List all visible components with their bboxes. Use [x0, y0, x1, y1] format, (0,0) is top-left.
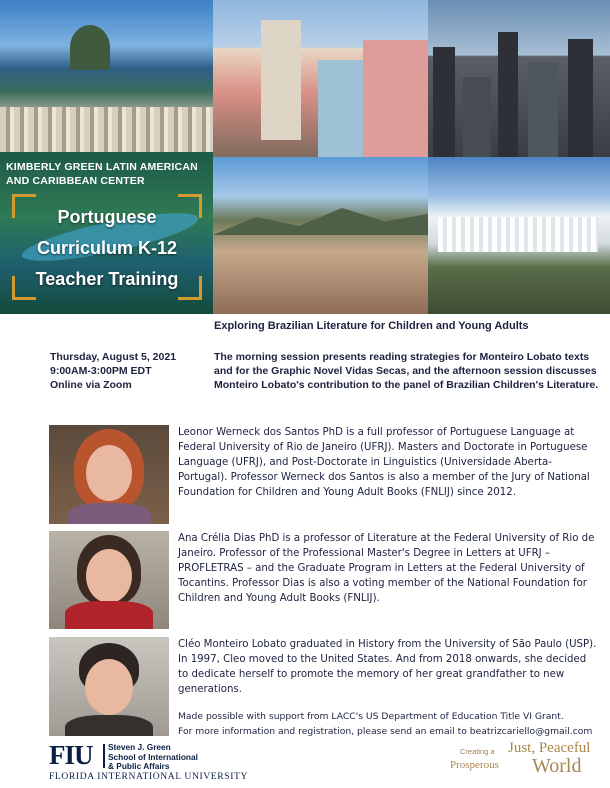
speaker-photo-ana: [49, 531, 169, 629]
course-title-line1: Portuguese: [57, 207, 157, 227]
colonial-street-photo: [213, 0, 428, 157]
speaker-bio: Ana Crélia Dias PhD is a professor of Literature at the Federal University of Rio de Janeiro. Professor of the Professional Master's Degree in Letters at UFRJ – PROFLETRAS – and the Graduate Program in Letters at the Federal University of Tocantins. Professor Dias is also a voting member of the National Foundation for Children and Young Adult Books (FNLIJ).: [178, 533, 595, 604]
tagline-prosperous-text: Prosperous: [450, 759, 499, 771]
logo-divider: [103, 744, 105, 768]
event-location: Online via Zoom: [50, 379, 132, 391]
school-name-line1: Steven J. Green: [108, 742, 171, 752]
belo-horizonte-photo: [213, 157, 428, 314]
contact-line: For more information and registration, please send an email to beatrizcariello@gmail.com: [178, 726, 593, 737]
center-name-line2: AND CARIBBEAN CENTER: [6, 175, 145, 187]
course-title-line2: Curriculum K-12: [36, 238, 178, 258]
course-title-frame: [12, 194, 202, 300]
course-title: [12, 202, 202, 295]
support-line: Made possible with support from LACC's US Department of Education Title VI Grant.: [178, 711, 564, 722]
event-heading: Exploring Brazilian Literature for Children and Young Adults: [214, 320, 529, 332]
university-name: FLORIDA INTERNATIONAL UNIVERSITY: [49, 771, 248, 782]
center-name-line1: KIMBERLY GREEN LATIN AMERICAN: [6, 161, 198, 173]
center-name: [6, 160, 206, 188]
speaker-bio: Cléo Monteiro Lobato graduated in History from the University of São Paulo (USP). In 1997, Cleo moved to the United States. And from 2018 onwards, she decided to dedicate herself to promote the memory of her great grandfather to new generations.: [178, 639, 597, 695]
event-info: [50, 350, 210, 392]
speaker-photo-leonor: [49, 425, 169, 524]
course-title-line3: Teacher Training: [35, 269, 179, 289]
rio-de-janeiro-photo: [0, 0, 213, 152]
tagline-small: Creating a: [460, 747, 495, 756]
sao-paulo-skyline-photo: [428, 0, 610, 157]
speaker-bio: Leonor Werneck dos Santos PhD is a full professor of Portuguese Language at Federal University of Rio de Janeiro (UFRJ). Masters and Doctorate in Portuguese Language (UFRJ), and Post-Doctorate in Linguistics (Universidade Aberta-Portugal). Professor Werneck dos Santos is also a member of the Jury of National Foundation for Children and Young Adult Books (FNLIJ) since 2012.: [178, 427, 590, 498]
session-description: The morning session presents reading strategies for Monteiro Lobato texts and for the Graphic Novel Vidas Secas, and the afternoon session discusses Monteiro Lobato's contribution to the panel of Brazilian Children's Literature.: [214, 351, 599, 391]
iguazu-falls-photo: [428, 157, 610, 314]
school-name-line2: School of International: [108, 751, 198, 762]
school-name-line3: & Public Affairs: [108, 761, 170, 771]
fiu-logo-letters: FIU: [49, 740, 93, 770]
fiu-logo: [49, 740, 248, 783]
tagline-prosperous: [450, 759, 499, 771]
tagline-just-peaceful: Just, Peaceful: [508, 740, 591, 756]
support-text: [178, 709, 603, 739]
event-date: Thursday, August 5, 2021: [50, 351, 177, 363]
school-name: [108, 743, 198, 772]
tagline-logo: [450, 741, 600, 783]
event-time: 9:00AM-3:00PM EDT: [50, 365, 152, 377]
tagline-world: World: [532, 755, 582, 777]
speaker-photo-cleo: [49, 637, 169, 736]
